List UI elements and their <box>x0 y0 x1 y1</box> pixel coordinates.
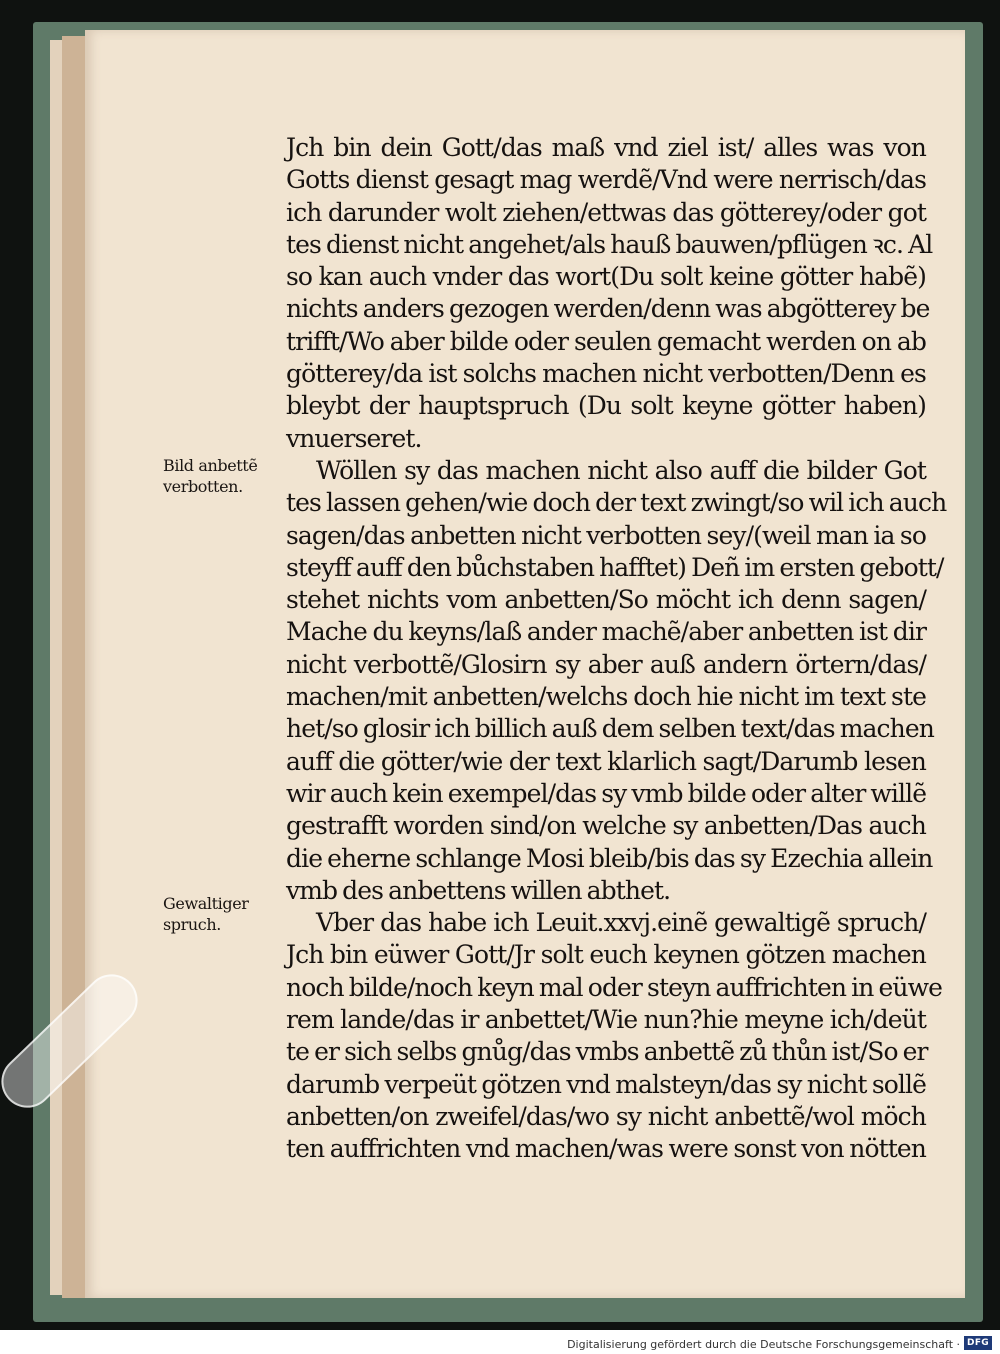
margin-note-gewaltiger-spruch <box>163 893 283 935</box>
text-line: Wöllen sy das machen nicht also auff die bilder Got <box>316 455 926 485</box>
text-line: ich darunder wolt ziehen/ettwas das götterey/oder got <box>286 197 926 227</box>
text-line: anbetten/on zweifel/das/wo sy nicht anbettẽ/wol möch <box>286 1101 926 1131</box>
text-line: tes dienst nicht angehet/als hauß bauwen/pflügen ꝛc. Al <box>286 229 933 259</box>
footer-credit: Digitalisierung gefördert durch die Deutsche Forschungsgemeinschaft · <box>567 1338 960 1351</box>
text-line: Jch bin dein Gott/das maß vnd ziel ist/ alles was von <box>286 133 926 162</box>
text-line: het/so glosir ich billich auß dem selben text/das machen <box>286 714 934 744</box>
text-line: ten auffrichten vnd machen/was were sonst von nötten <box>286 1134 926 1164</box>
text-line: noch bilde/noch keyn mal oder steyn auffrichten in eüwe <box>286 972 942 1002</box>
text-line: so kan auch vnder das wort(Du solt keine götter habẽ) <box>286 262 926 292</box>
text-line: die eherne schlange Mosi bleib/bis das sy Ezechia allein <box>286 843 933 873</box>
text-line: sagen/das anbetten nicht verbotten sey/(weil man ia so <box>286 520 926 550</box>
margin-note-line: Bild anbettẽ <box>163 456 258 475</box>
main-text-block <box>286 132 947 1166</box>
text-line: auff die götter/wie der text klarlich sagt/Darumb lesen <box>286 746 926 776</box>
text-line: vnuerseret. <box>286 423 422 453</box>
text-line: vmb des anbettens willen abthet. <box>286 875 671 905</box>
margin-note-line: Gewaltiger <box>163 894 249 913</box>
text-line: stehet nichts vom anbetten/So möcht ich denn sagen/ <box>286 585 926 615</box>
text-line: götterey/da ist solchs machen nicht verbotten/Denn es <box>286 359 926 389</box>
text-line: nichts anders gezogen werden/denn was abgötterey be <box>286 294 930 324</box>
text-line: wir auch kein exempel/das sy vmb bilde oder alter willẽ <box>286 778 927 808</box>
dfg-logo: DFG <box>964 1336 992 1350</box>
text-line: bleybt der hauptspruch (Du solt keyne götter haben) <box>286 391 926 421</box>
text-line: Jch bin eüwer Gott/Jr solt euch keynen götzen machen <box>286 940 926 970</box>
margin-note-bild-anbetten <box>163 455 283 497</box>
text-line: te er sich selbs gnůg/das vmbs anbettẽ zů thůn ist/So er <box>286 1037 928 1067</box>
text-line: Gotts dienst gesagt mag werdẽ/Vnd were nerrisch/das <box>286 165 926 195</box>
text-line: machen/mit anbetten/welchs doch hie nicht im text ste <box>286 682 926 712</box>
text-line: rem lande/das ir anbettet/Wie nun?hie meyne ich/deüt <box>286 1005 926 1035</box>
text-line: Mache du keyns/laß ander machẽ/aber anbetten ist dir <box>286 617 926 647</box>
text-line: nicht verbottẽ/Glosirn sy aber auß andern örtern/das/ <box>286 649 926 679</box>
margin-note-line: verbotten. <box>163 477 243 496</box>
margin-note-line: spruch. <box>163 915 221 934</box>
text-line: steyff auff den bůchstaben hafftet) Deñ im ersten gebott/ <box>286 552 944 582</box>
text-line: tes lassen gehen/wie doch der text zwingt/so wil ich auch <box>286 488 947 518</box>
text-line: gestrafft worden sind/on welche sy anbetten/Das auch <box>286 811 926 841</box>
text-line: trifft/Wo aber bilde oder seulen gemacht werden on ab <box>286 326 926 356</box>
text-line: Vber das habe ich Leuit.xxvj.einẽ gewaltigẽ spruch/ <box>316 908 926 938</box>
text-line: darumb verpeüt götzen vnd malsteyn/das sy nicht sollẽ <box>286 1069 926 1099</box>
